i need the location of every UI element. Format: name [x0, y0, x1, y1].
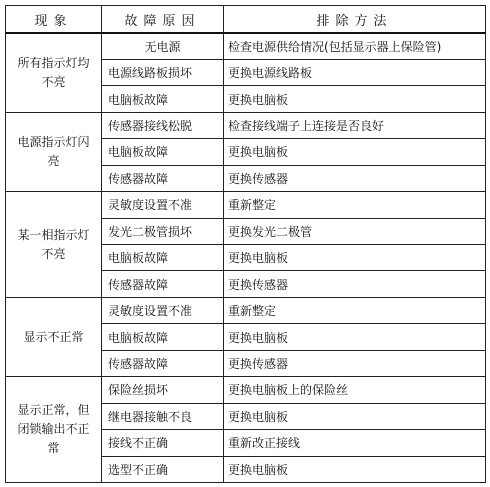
- phenomenon-cell: 电源指示灯闪亮: [6, 112, 102, 191]
- table-body: [6, 33, 486, 483]
- cause-cell: 选型不正确: [102, 456, 224, 483]
- header-cause: 故障原因: [102, 6, 224, 34]
- cause-cell: 传感器故障: [102, 271, 224, 297]
- header-row: [6, 6, 486, 34]
- cause-cell: 电脑板故障: [102, 245, 224, 271]
- cause-cell: 传感器故障: [102, 350, 224, 376]
- cause-cell: 电脑板故障: [102, 86, 224, 112]
- table-row: [6, 33, 486, 59]
- phenomenon-cell: 显示正常，但闭锁输出不正常: [6, 377, 102, 483]
- solution-cell: 更换电脑板: [224, 245, 486, 271]
- solution-cell: 重新改正接线: [224, 430, 486, 456]
- cause-cell: 无电源: [102, 33, 224, 59]
- table-row: [6, 377, 486, 403]
- solution-cell: 更换发光二极管: [224, 218, 486, 244]
- cause-cell: 传感器接线松脱: [102, 112, 224, 138]
- solution-cell: 更换传感器: [224, 271, 486, 297]
- cause-cell: 保险丝损坏: [102, 377, 224, 403]
- cause-cell: 灵敏度设置不准: [102, 297, 224, 323]
- phenomenon-cell: 显示不正常: [6, 297, 102, 376]
- solution-cell: 重新整定: [224, 192, 486, 218]
- solution-cell: 重新整定: [224, 297, 486, 323]
- phenomenon-cell: 所有指示灯均不亮: [6, 33, 102, 112]
- solution-cell: 更换电源线路板: [224, 59, 486, 85]
- cause-cell: 发光二极管损坏: [102, 218, 224, 244]
- cause-cell: 电脑板故障: [102, 139, 224, 165]
- solution-cell: 更换电脑板: [224, 139, 486, 165]
- table-row: [6, 192, 486, 218]
- table-row: [6, 112, 486, 138]
- header-phenomenon: 现象: [6, 6, 102, 34]
- cause-cell: 灵敏度设置不准: [102, 192, 224, 218]
- solution-cell: 更换电脑板: [224, 403, 486, 429]
- solution-cell: 检查接线端子上连接是否良好: [224, 112, 486, 138]
- cause-cell: 接线不正确: [102, 430, 224, 456]
- cause-cell: 传感器故障: [102, 165, 224, 191]
- solution-cell: 更换传感器: [224, 350, 486, 376]
- solution-cell: 更换电脑板: [224, 456, 486, 483]
- phenomenon-cell: 某一相指示灯不亮: [6, 192, 102, 298]
- cause-cell: 电脑板故障: [102, 324, 224, 350]
- solution-cell: 更换传感器: [224, 165, 486, 191]
- cause-cell: 电源线路板损坏: [102, 59, 224, 85]
- solution-cell: 检查电源供给情况(包括显示器上保险管): [224, 33, 486, 59]
- fault-table: [5, 5, 486, 483]
- solution-cell: 更换电脑板上的保险丝: [224, 377, 486, 403]
- table-row: [6, 297, 486, 323]
- cause-cell: 继电器接触不良: [102, 403, 224, 429]
- header-solution: 排除方法: [224, 6, 486, 34]
- solution-cell: 更换电脑板: [224, 86, 486, 112]
- solution-cell: 更换电脑板: [224, 324, 486, 350]
